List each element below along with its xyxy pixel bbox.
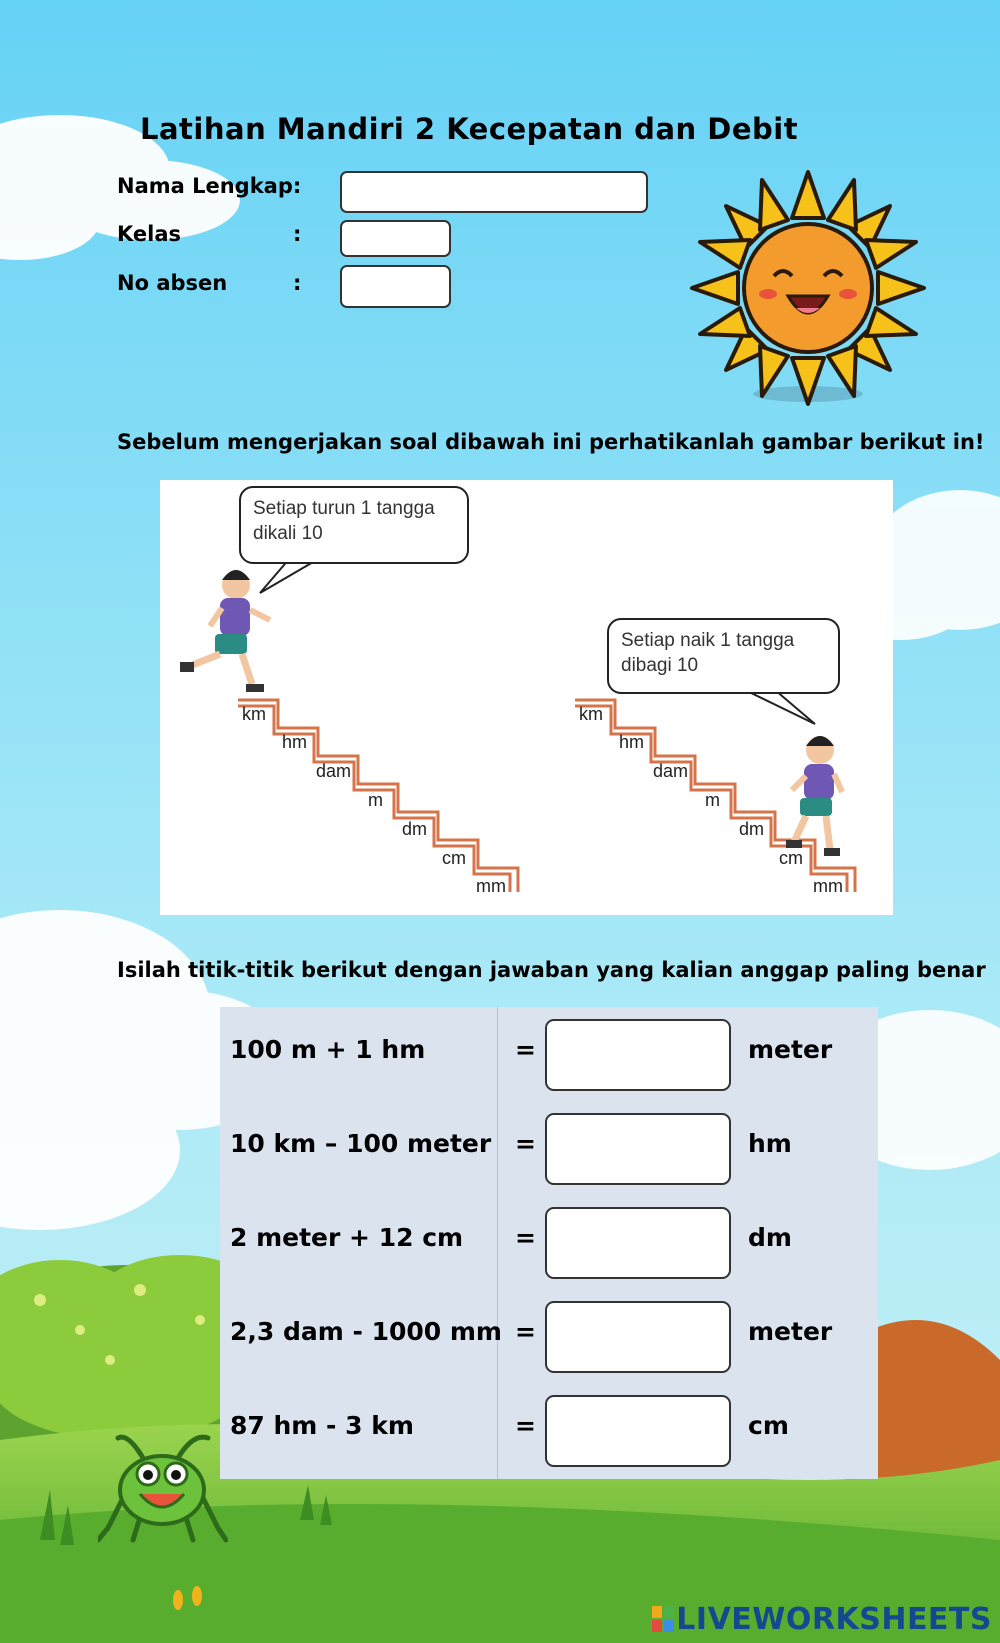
question-table [220,1007,878,1479]
left-step-mm: mm [476,876,506,896]
sun-illustration [688,168,928,408]
right-step-hm: hm [619,732,645,752]
bubble-down-line2: dikali 10 [253,523,323,544]
question-expression: 2 meter + 12 cm [230,1223,464,1252]
bubble-up-line1: Setiap naik 1 tangga [621,630,795,651]
brand-text: LIVEWORKSHEETS [676,1602,992,1637]
left-step-m: m [368,790,383,810]
absen-colon: : [293,271,302,295]
question-row [220,1195,878,1289]
question-row [220,1289,878,1383]
absen-label: No absen [117,271,228,295]
bubble-up-line2: dibagi 10 [621,655,699,676]
question-row [220,1101,878,1195]
boy-climbing-up [786,736,842,856]
question-expression: 87 hm - 3 km [230,1411,414,1440]
right-step-mm: mm [813,876,843,896]
answer-input-2[interactable] [545,1113,731,1185]
left-step-dam: dam [316,761,352,781]
left-step-cm: cm [442,848,466,868]
name-label: Nama Lengkap: [117,174,302,198]
instruction-observe: Sebelum mengerjakan soal dibawah ini perhatikanlah gambar berikut in! [117,430,985,454]
name-input[interactable] [340,171,648,213]
instruction-fill: Isilah titik-titik berikut dengan jawaban yang kalian anggap paling benar [117,958,986,982]
equals-sign: = [515,1035,536,1064]
question-expression: 100 m + 1 hm [230,1035,426,1064]
question-row [220,1383,878,1477]
right-step-m: m [705,790,720,810]
bubble-down-line1: Setiap turun 1 tangga [253,498,435,519]
class-colon: : [293,222,302,246]
equals-sign: = [515,1411,536,1440]
answer-unit: dm [748,1223,792,1252]
absen-input[interactable] [340,265,451,308]
page-title: Latihan Mandiri 2 Kecepatan dan Debit [140,112,799,146]
question-row [220,1007,878,1101]
brand-logo [652,1602,992,1637]
answer-unit: hm [748,1129,792,1158]
boy-running-down [180,570,270,692]
bubble-up-rule [607,618,840,694]
right-step-cm: cm [779,848,803,868]
left-step-dm: dm [402,819,428,839]
equals-sign: = [515,1317,536,1346]
class-label: Kelas [117,222,182,246]
bubble-down-rule [239,486,469,564]
left-step-km: km [242,704,266,724]
unit-stairs-illustration [160,480,893,915]
answer-input-5[interactable] [545,1395,731,1467]
question-expression: 2,3 dam - 1000 mm [230,1317,502,1346]
right-step-km: km [579,704,603,724]
grasshopper-mascot [98,1428,228,1548]
answer-unit: meter [748,1035,833,1064]
equals-sign: = [515,1129,536,1158]
answer-input-3[interactable] [545,1207,731,1279]
brand-icon [652,1605,674,1631]
answer-unit: meter [748,1317,833,1346]
class-input[interactable] [340,220,451,257]
answer-input-4[interactable] [545,1301,731,1373]
question-expression: 10 km – 100 meter [230,1129,492,1158]
right-step-dm: dm [739,819,765,839]
answer-unit: cm [748,1411,789,1440]
equals-sign: = [515,1223,536,1252]
left-step-hm: hm [282,732,308,752]
answer-input-1[interactable] [545,1019,731,1091]
right-step-dam: dam [653,761,689,781]
